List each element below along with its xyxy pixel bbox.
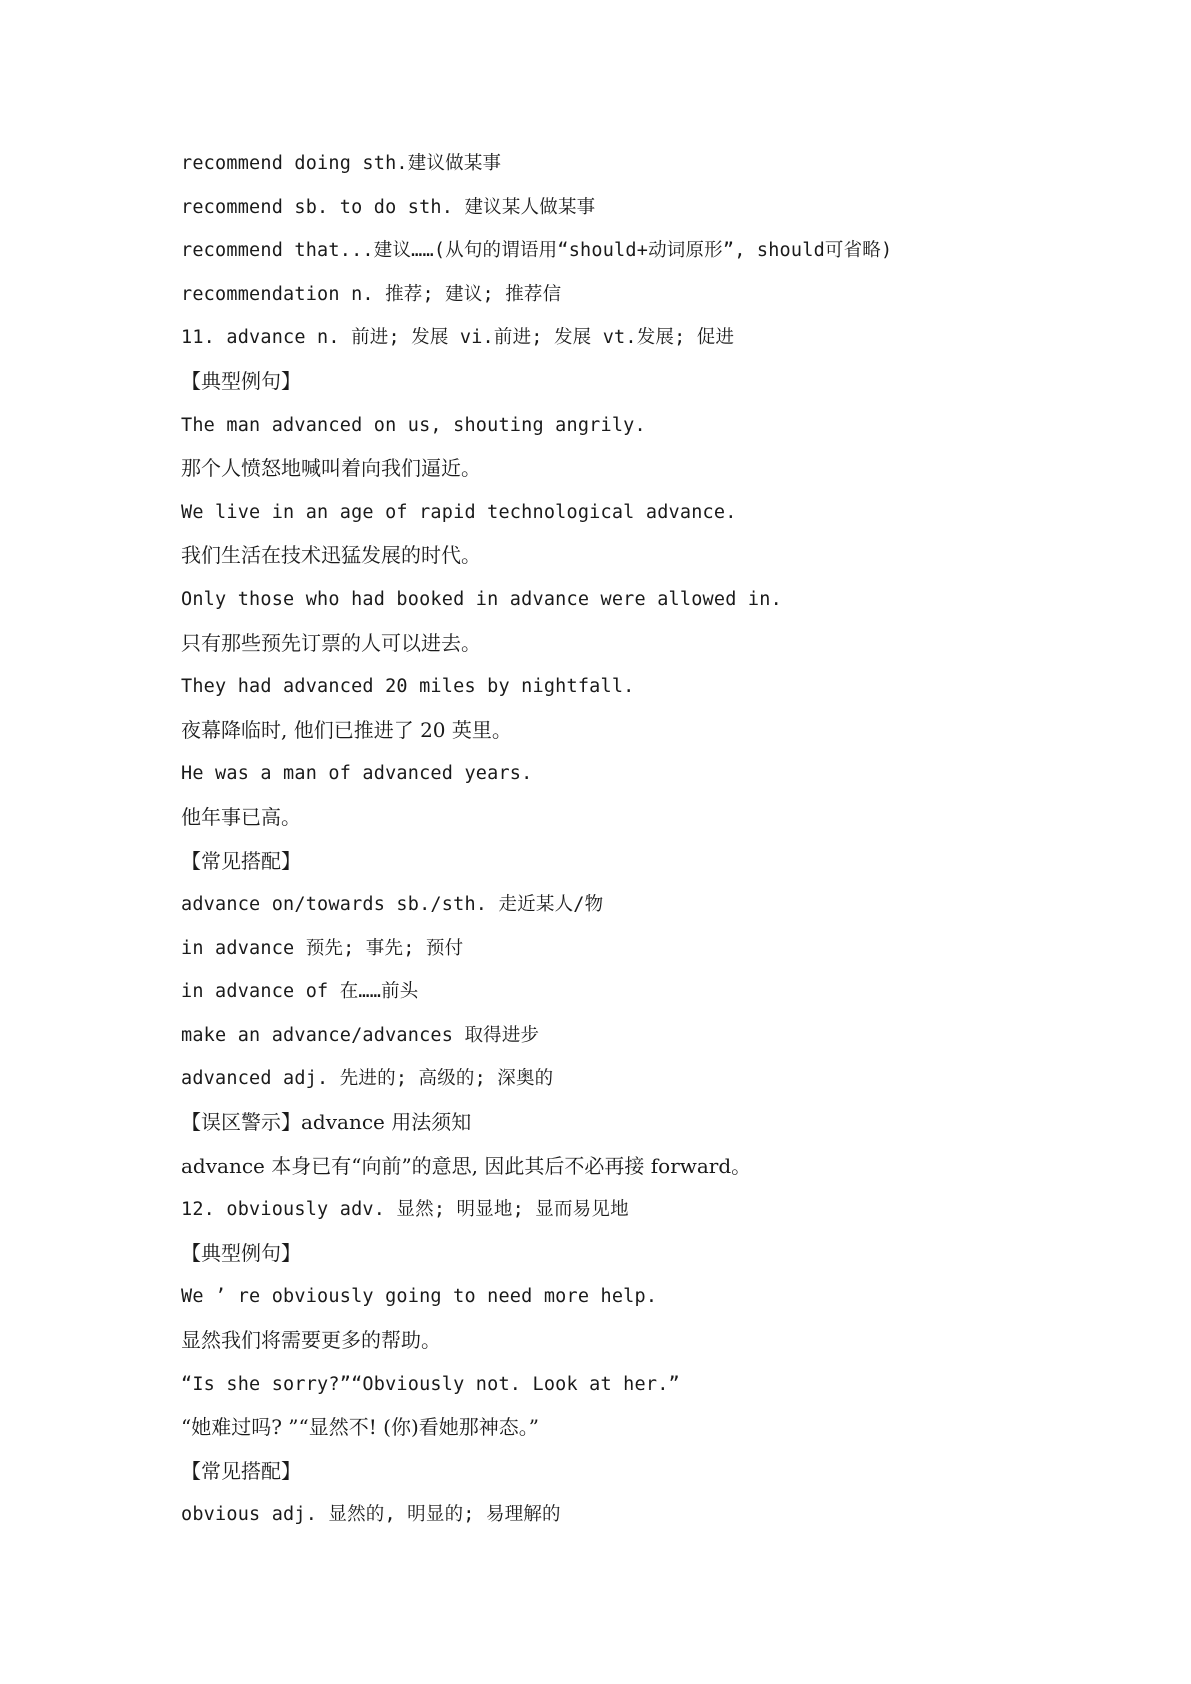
text-line: recommend doing sth.建议做某事 bbox=[181, 153, 502, 174]
collocation-item: advance on/towards sb./sth. 走近某人/物 bbox=[181, 894, 604, 916]
example-sentence-zh: “她难过吗? ”“显然不! (你)看她那神态。” bbox=[181, 1415, 539, 1440]
example-sentence-en: They had advanced 20 miles by nightfall. bbox=[181, 676, 635, 698]
entry-headword-obviously: 12. obviously adv. 显然; 明显地; 显而易见地 bbox=[181, 1199, 629, 1221]
example-sentence-zh: 我们生活在技术迅猛发展的时代。 bbox=[181, 543, 481, 568]
collocation-item: in advance of 在……前头 bbox=[181, 981, 419, 1003]
example-sentence-zh: 那个人愤怒地喊叫着向我们逼近。 bbox=[181, 456, 481, 481]
entry-headword-advance: 11. advance n. 前进; 发展 vi.前进; 发展 vt.发展; 促进 bbox=[181, 327, 735, 349]
warning-note: advance 本身已有“向前”的意思, 因此其后不必再接 forward。 bbox=[181, 1153, 752, 1178]
text-line: recommend that...建议……(从句的谓语用“should+动词原形”, should可省略) bbox=[181, 240, 893, 262]
section-heading-examples: 【典型例句】 bbox=[181, 368, 301, 393]
section-heading-collocations: 【常见搭配】 bbox=[181, 1458, 301, 1483]
collocation-item: make an advance/advances 取得进步 bbox=[181, 1024, 540, 1046]
example-sentence-en: He was a man of advanced years. bbox=[181, 763, 533, 785]
example-sentence-zh: 只有那些预先订票的人可以进去。 bbox=[181, 630, 481, 655]
example-sentence-en: We live in an age of rapid technological advance. bbox=[181, 501, 737, 523]
section-heading-warning: 【误区警示】advance 用法须知 bbox=[181, 1110, 472, 1135]
document-body bbox=[181, 142, 1081, 1537]
collocation-item: in advance 预先; 事先; 预付 bbox=[181, 937, 464, 959]
example-sentence-zh: 显然我们将需要更多的帮助。 bbox=[181, 1328, 441, 1353]
section-heading-examples: 【典型例句】 bbox=[181, 1240, 301, 1265]
text-line: recommendation n. 推荐; 建议; 推荐信 bbox=[181, 283, 562, 305]
example-sentence-zh: 他年事已高。 bbox=[181, 804, 301, 829]
example-sentence-en: “Is she sorry?”“Obviously not. Look at her.” bbox=[181, 1373, 680, 1395]
example-sentence-en: The man advanced on us, shouting angrily. bbox=[181, 414, 646, 436]
example-sentence-zh: 夜幕降临时, 他们已推进了 20 英里。 bbox=[181, 717, 512, 742]
collocation-item: obvious adj. 显然的, 明显的; 易理解的 bbox=[181, 1504, 561, 1526]
example-sentence-en: Only those who had booked in advance were allowed in. bbox=[181, 588, 782, 610]
example-sentence-en: We ’ re obviously going to need more help. bbox=[181, 1286, 658, 1308]
section-heading-collocations: 【常见搭配】 bbox=[181, 848, 301, 873]
collocation-item: advanced adj. 先进的; 高级的; 深奥的 bbox=[181, 1068, 554, 1090]
text-line: recommend sb. to do sth. 建议某人做某事 bbox=[181, 196, 596, 218]
